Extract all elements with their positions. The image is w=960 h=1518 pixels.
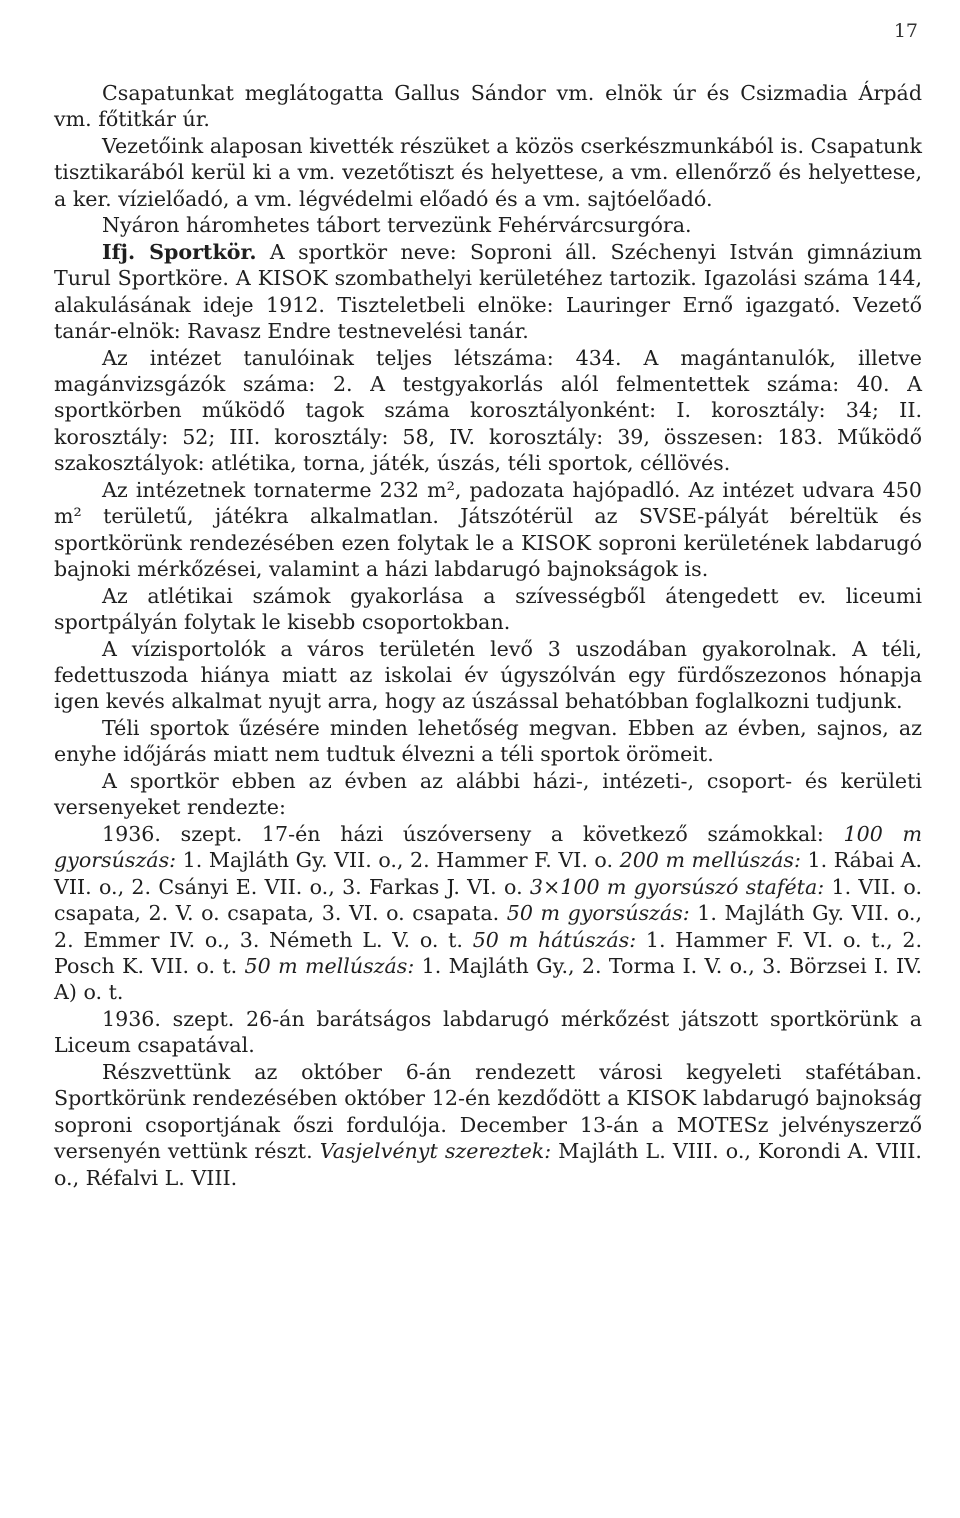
sportclub-text: A sportkör neve: Soproni áll. Széchenyi István gimnázium Turul Sportköre. A KISOK szombathelyi kerületéhez tartozik. Igazolási száma 144, alakulásának ideje 1912. Tiszteletbeli elnöke: Lauringer Ernő igazgató. Vezető tanár-elnök: Ravasz Endre testnevelési tanár. — [54, 239, 922, 344]
result-50-back: 1. Hammer F. VI. o. t., 2. Posch K. VII. o. t. — [54, 927, 923, 978]
paragraph-leaders: Vezetőink alaposan kivették részüket a közös cserkészmunkából is. Csapatunk tisztikarából kerül ki a vm. vezetőtiszt és helyettese, a vm. ellenőrző és helyettese, a ker. vízielőadó, a vm. légvédelmi előadó és a vm. sajtóelőadó. — [54, 133, 922, 211]
paragraph-visit: Csapatunkat meglátogatta Gallus Sándor vm. elnök úr és Csizmadia Árpád vm. főtitkár úr. — [54, 81, 922, 132]
body-text — [54, 80, 922, 1191]
paragraph-competitions-intro: A sportkör ebben az évben az alábbi házi-, intézeti-, csoport- és kerületi versenyeket rendezte: — [54, 768, 922, 820]
paragraph-sportclub — [54, 239, 922, 345]
result-100-free: 1. Majláth Gy. VII. o., 2. Hammer F. VI. o. — [176, 848, 620, 873]
paragraph-summer-camp: Nyáron háromhetes tábort tervezünk Fehérvárcsurgóra. — [102, 213, 692, 238]
event-50-free: 50 m gyorsúszás: — [506, 901, 690, 926]
final-text: Részvettünk az október 6-án rendezett városi kegyeleti stafétában. Sportkörünk rendezésében október 12-én kezdődött a KISOK labdarugó bajnokság soproni csoportjának őszi fordulója. December 13-án a MOTESz jelvényszerző versenyén vettünk részt. — [54, 1059, 922, 1164]
result-50-breast: 1. Majláth Gy., 2. Torma I. V. o., 3. Börzsei I. IV. A) o. t. — [54, 953, 922, 1005]
result-200-breast: 1. Rábai A. VII. o., 2. Csányi E. VII. o., 3. Farkas J. VI. o. — [54, 848, 922, 899]
final-italic: Vasjelvényt szereztek: — [319, 1139, 552, 1164]
swim-intro: 1936. szept. 17-én házi úszóverseny a következő számokkal: — [102, 821, 844, 846]
final-tail: Majláth L. VIII. o., Korondi A. VIII. o., Réfalvi L. VIII. — [54, 1139, 922, 1190]
result-50-free: 1. Majláth Gy. VII. o., 2. Emmer IV. o., 3. Németh L. V. o. t. — [54, 901, 922, 952]
paragraph-winter-sports: Téli sportok űzésére minden lehetőség megvan. Ebben az évben, sajnos, az enyhe időjárás miatt nem tudtuk élvezni a téli sportok örömeit. — [54, 715, 922, 767]
paragraph-facilities: Az intézetnek tornaterme 232 m², padozata hajópadló. Az intézet udvara 450 m² területű, játékra alkalmatlan. Játszótérül az SVSE-pályát béreltük és sportkörünk rendezésében ezen folytak le a KISOK soproni kerületének labdarugó bajnoki mérkőzései, valamint a házi labdarugó bajnokságok is. — [54, 477, 922, 582]
result-relay: 1. VII. o. csapata, 2. V. o. csapata, 3. VI. o. csapata. — [54, 874, 923, 926]
event-relay: 3×100 m gyorsúszó staféta: — [529, 874, 825, 899]
event-50-back: 50 m hátúszás: — [472, 927, 637, 952]
paragraph-headcount: Az intézet tanulóinak teljes létszáma: 434. A magántanulók, illetve magánvizsgázók száma: 2. A testgyakorlás alól felmentettek száma: 40. A sportkörben működő tagok száma korosztályonként: I. korosztály: 34; II. korosztály: 52; III. korosztály: 58, IV. korosztály: 39, összesen: 183. Működő szakosztályok: atlétika, torna, játék, úszás, téli sportok, céllövés. — [54, 345, 922, 476]
page-number: 17 — [893, 20, 918, 42]
event-100-free: 100 m gyorsúszás: — [54, 821, 922, 873]
paragraph-swim-results — [54, 821, 922, 1006]
paragraph-swimming: A vízisportolók a város területén levő 3 uszodában gyakorolnak. A téli, fedettuszoda hiánya miatt az iskolai év úgyszólván egy fürdőszezonos hónapja igen kevés alkalmat nyujt arra, hogy az úszással behatóbban foglalkozni tudjunk. — [54, 636, 922, 714]
event-50-breast: 50 m mellúszás: — [244, 953, 415, 978]
sportclub-heading: Ifj. Sportkör. — [102, 239, 257, 264]
paragraph-athletics: Az atlétikai számok gyakorlása a szívességből átengedett ev. liceumi sportpályán folytak le kisebb csoportokban. — [54, 583, 922, 635]
paragraph-final — [54, 1059, 922, 1191]
paragraph-football-match: 1936. szept. 26-án barátságos labdarugó mérkőzést játszott sportkörünk a Liceum csapatával. — [54, 1006, 922, 1058]
event-200-breast: 200 m mellúszás: — [619, 848, 801, 873]
